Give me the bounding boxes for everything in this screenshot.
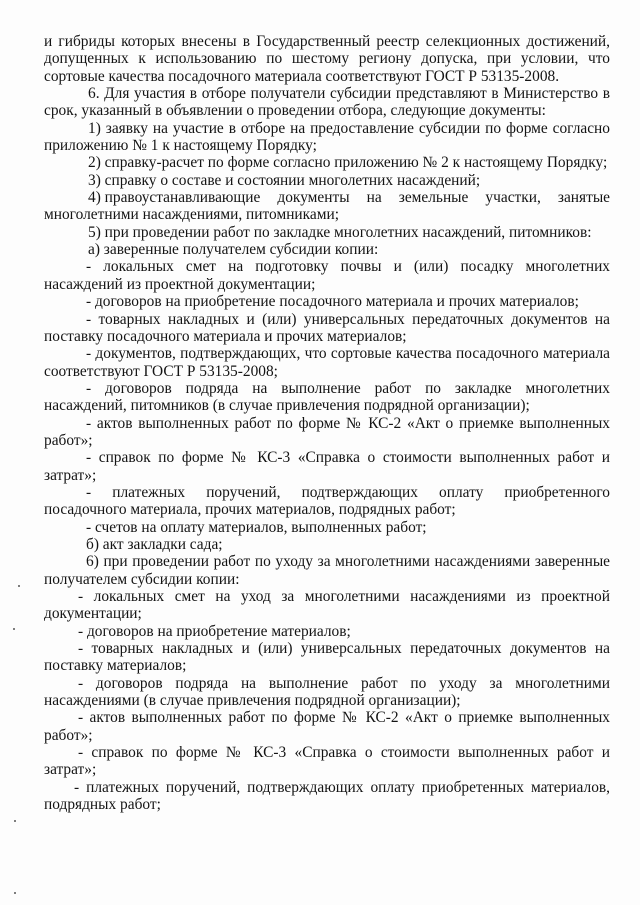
intro-paragraph: и гибриды которых внесены в Государственный реестр селекционных достижений, допущенных к использованию по шестому региону допуска, при условии, что сортовые качества посадочного материала соответствуют ГОСТ Р 53135-2008.	[44, 33, 610, 85]
item-4-first-line	[44, 189, 610, 206]
list-item: - товарных накладных и (или) универсальных передаточных документов на поставку посадочного материала и прочих материалов;	[44, 310, 610, 345]
item-5: 5) при проведении работ по закладке многолетних насаждений, питомников:	[88, 223, 592, 241]
list-item: - товарных накладных и (или) универсальных передаточных документов на поставку материалов;	[44, 640, 610, 675]
list-item: - локальных смет на уход за многолетними насаждениями из проектной документации;	[44, 588, 610, 623]
paragraph-6: 6. Для участия в отборе получатели субсидии представляют в Министерство в срок, указанный в объявлении о проведении отбора, следующие документы:	[44, 85, 610, 120]
item-6: 6) при проведении работ по уходу за многолетними насаждениями заверенные получателем субсидии копии:	[44, 553, 610, 588]
list-item: - платежных поручений, подтверждающих оплату приобретенных материалов, подрядных работ;	[44, 778, 610, 814]
item-4-word: документы	[277, 189, 350, 207]
scan-speck	[14, 892, 16, 894]
item-3: 3) справку о составе и состоянии многолетних насаждений;	[88, 171, 481, 189]
list-item: - договоров на приобретение материалов;	[78, 622, 351, 640]
list-item: - справок по форме № КС-3 «Справка о стоимости выполненных работ и затрат»;	[44, 449, 610, 484]
list-item: - договоров на приобретение посадочного материала и прочих материалов;	[86, 293, 579, 311]
list-item: - платежных поручений, подтверждающих оплату приобретенного посадочного материала, прочих материалов, подрядных работ;	[44, 483, 610, 519]
item-4-word: земельные	[398, 189, 469, 207]
list-item: - документов, подтверждающих, что сортовые качества посадочного материала соответствуют ГОСТ Р 53135-2008;	[44, 345, 610, 380]
scan-speck	[13, 628, 15, 630]
list-item: - справок по форме № КС-3 «Справка о стоимости выполненных работ и затрат»;	[44, 744, 610, 779]
item-4-second-line: многолетними насаждениями, питомниками;	[44, 206, 339, 224]
list-item: - счетов на оплату материалов, выполненных работ;	[86, 518, 427, 536]
subitem-a: а) заверенные получателем субсидии копии:	[88, 241, 379, 259]
scan-speck	[18, 585, 20, 587]
item-4-word: на	[366, 189, 382, 207]
list-item: - договоров подряда на выполнение работ по закладке многолетних насаждений, питомников (в случае привлечения подрядной организации);	[44, 379, 610, 415]
list-item: - актов выполненных работ по форме № КС-2 «Акт о приемке выполненных работ»;	[44, 709, 610, 744]
item-4	[44, 189, 610, 224]
item-2: 2) справку-расчет по форме согласно приложению № 2 к настоящему Порядку;	[88, 154, 608, 172]
item-1: 1) заявку на участие в отборе на предоставление субсидии по форме согласно приложению № 1 к настоящему Порядку;	[44, 119, 610, 155]
list-item: - договоров подряда на выполнение работ по уходу за многолетними насаждениями (в случае привлечения подрядной организации);	[44, 674, 610, 710]
subitem-b: б) акт закладки сада;	[86, 535, 223, 553]
list-item: - актов выполненных работ по форме № КС-2 «Акт о приемке выполненных работ»;	[44, 414, 610, 449]
item-4-word: занятые	[557, 189, 610, 207]
scan-speck	[14, 820, 16, 822]
list-item: - локальных смет на подготовку почвы и (или) посадку многолетних насаждений из проектной документации;	[44, 258, 610, 293]
item-4-word: участки,	[485, 189, 541, 207]
item-4-word: 4) правоустанавливающие	[88, 189, 261, 207]
